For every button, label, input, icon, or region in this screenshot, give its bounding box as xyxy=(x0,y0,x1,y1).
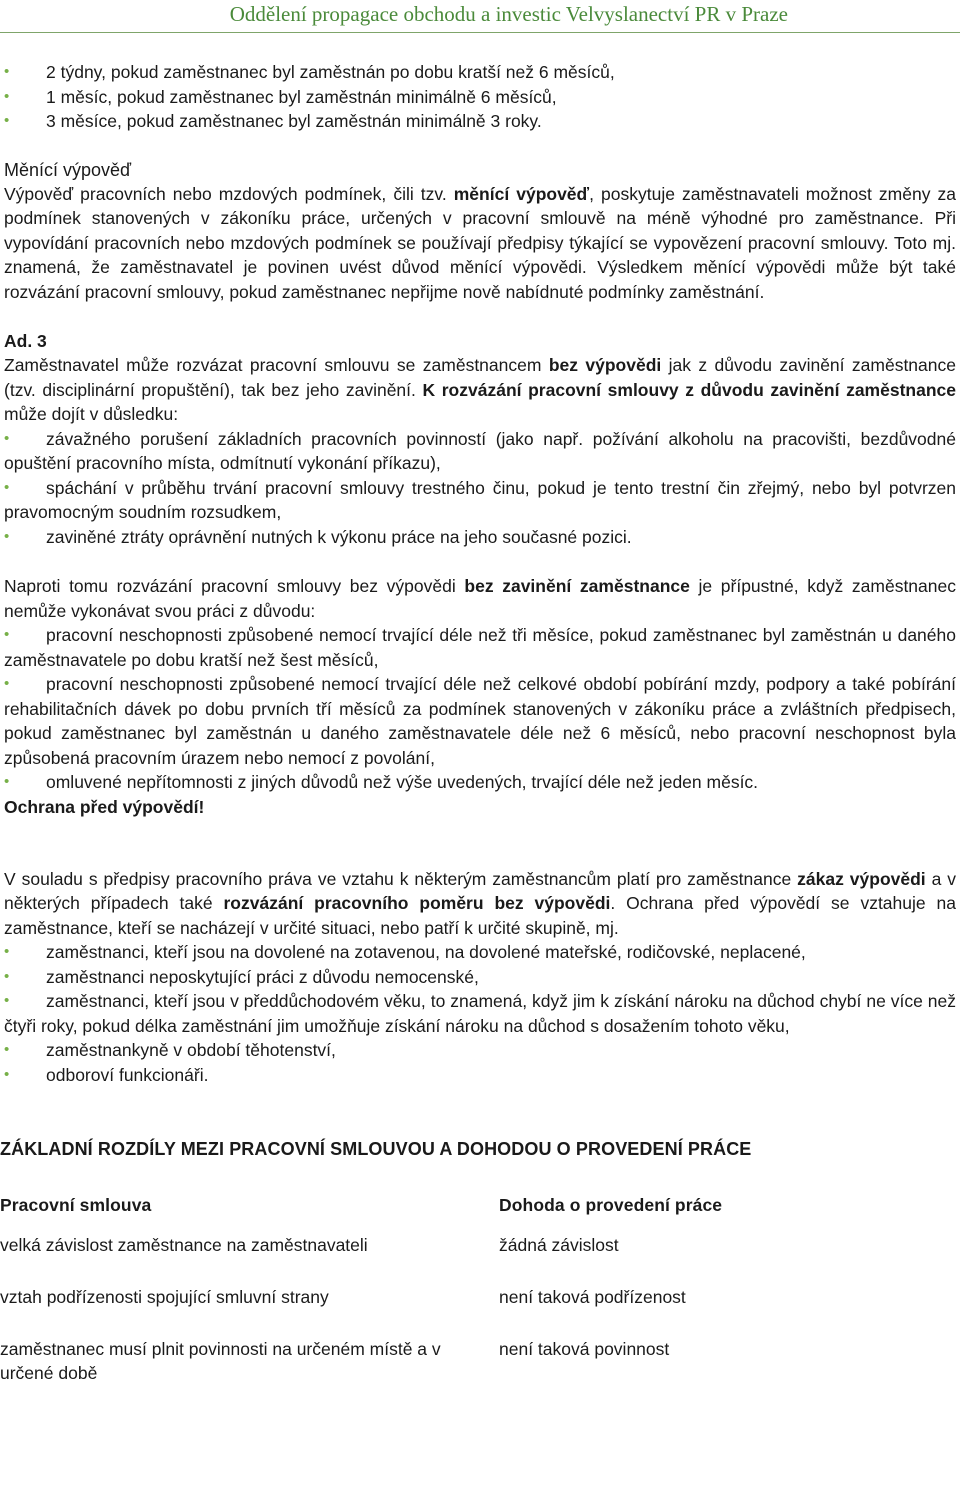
left-column-head: Pracovní smlouva xyxy=(0,1195,152,1215)
bullet-icon: • xyxy=(4,478,10,496)
right-cell: není taková podřízenost xyxy=(499,1287,686,1307)
bullet-icon: • xyxy=(4,87,10,105)
bullet-icon: • xyxy=(4,1065,10,1083)
bullet-icon: • xyxy=(4,429,10,447)
list-item: • zaměstnanci neposkytující práci z důvodu nemocenské, xyxy=(4,965,956,990)
list-item: • zaměstnanci, kteří jsou na dovolené na zotavenou, na dovolené mateřské, rodičovské, neplacené, xyxy=(4,940,956,965)
bullet-icon: • xyxy=(4,675,10,692)
naproti-paragraph: Naproti tomu rozvázání pracovní smlouvy bez výpovědi bez zavinění zaměstnance je přípustné, když zaměstnanec nemůže vykonávat svou práci z důvodu: xyxy=(4,576,956,621)
section-heading-menici: Měnící výpověď xyxy=(4,159,132,180)
section-heading-ad3: Ad. 3 xyxy=(4,331,47,351)
list-item: • 1 měsíc, pokud zaměstnanec byl zaměstnán minimálně 6 měsíců, xyxy=(4,85,956,110)
left-cell: zaměstnanec musí plnit povinnosti na určeném místě a v určené době xyxy=(0,1339,441,1383)
comparison-header-row xyxy=(0,1193,956,1233)
document-body xyxy=(0,60,957,1389)
table-row xyxy=(0,1233,956,1285)
ad3-bullet-list xyxy=(4,427,956,550)
header-title: Oddělení propagace obchodu a investic Velvyslanectví PR v Praze xyxy=(229,2,788,26)
list-item: • 3 měsíce, pokud zaměstnanec byl zaměstnán minimálně 3 roky. xyxy=(4,109,956,134)
bullet-icon: • xyxy=(4,992,10,1009)
comparison-title: ZÁKLADNÍ ROZDÍLY MEZI PRACOVNÍ SMLOUVOU A DOHODOU O PROVEDENÍ PRÁCE xyxy=(0,1139,752,1159)
right-cell: žádná závislost xyxy=(499,1235,619,1255)
right-cell: není taková povinnost xyxy=(499,1339,670,1359)
bullet-icon: • xyxy=(4,967,10,985)
list-item: • zaměstnanci, kteří jsou v předdůchodovém věku, to znamená, když jim k získání nároku na důchod chybí ne více než čtyři roky, pokud délka zaměstnání jim umožňuje získání nároku na důchod s dosažením tohoto věku, xyxy=(4,991,956,1036)
left-cell: velká závislost zaměstnance na zaměstnavateli xyxy=(0,1235,368,1255)
list-item: • odboroví funkcionáři. xyxy=(4,1063,956,1088)
bullet-icon: • xyxy=(4,112,10,129)
bullet-icon: • xyxy=(4,63,10,80)
page-header xyxy=(0,0,960,33)
ad3-paragraph: Zaměstnavatel může rozvázat pracovní smlouvu se zaměstnancem bez výpovědi jak z důvodu zavinění zaměstnance (tzv. disciplinární propuštění), tak bez jeho zavinění. K rozvázání pracovní smlouvy z důvodu zavinění zaměstnance může dojít v důsledku: xyxy=(4,355,956,424)
table-row xyxy=(0,1337,956,1389)
section-heading-ochrana: Ochrana před výpovědí! xyxy=(4,796,205,817)
right-column-head: Dohoda o provedení práce xyxy=(499,1195,723,1215)
bullet-icon: • xyxy=(4,773,10,790)
bullet-icon: • xyxy=(4,943,10,960)
list-item: • omluvené nepřítomnosti z jiných důvodů než výše uvedených, trvající déle než jeden měsíc. xyxy=(4,770,956,795)
list-item: • pracovní neschopnosti způsobené nemocí trvající déle než celkové období pobírání mzdy, podpory a také pobírání rehabilitačních dávek po dobu prvních tří měsíců za podmínek stanovených v zákoníku práce a zvláštních předpisech, pokud zaměstnanec byl zaměstnán u daného zaměstnavatele déle než 6 měsíců, nebo pracovní neschopnost byla způsobená pracovním úrazem nebo nemocí z povolání, xyxy=(4,674,956,768)
list-item: • 2 týdny, pokud zaměstnanec byl zaměstnán po dobu kratší než 6 měsíců, xyxy=(4,60,956,85)
list-item: • zaviněné ztráty oprávnění nutných k výkonu práce na jeho současné pozici. xyxy=(4,525,956,550)
ochrana-bullet-list xyxy=(4,940,956,1087)
left-cell: vztah podřízenosti spojující smluvní strany xyxy=(0,1287,329,1307)
bullet-icon: • xyxy=(4,1041,10,1058)
list-item: • zaměstnankyně v období těhotenství, xyxy=(4,1038,956,1063)
bullet-icon: • xyxy=(4,626,10,643)
naproti-bullet-list xyxy=(4,623,956,795)
list-item: • pracovní neschopnosti způsobené nemocí trvající déle než tři měsíce, pokud zaměstnanec byl zaměstnán u daného zaměstnavatele po dobu kratší než šest měsíců, xyxy=(4,625,956,670)
ochrana-paragraph: V souladu s předpisy pracovního práva ve vztahu k některým zaměstnancům platí pro zaměstnance zákaz výpovědi a v některých případech také rozvázání pracovního poměru bez výpovědi. Ochrana před výpovědí se vztahuje na zaměstnance, kteří se nacházejí v určité situaci, nebo patří k určité skupině, mj. xyxy=(4,868,957,938)
list-item: • závažného porušení základních pracovních povinností (jako např. požívání alkoholu na pracovišti, bezdůvodné opuštění pracovního místa, odmítnutí vykonání příkazu), xyxy=(4,428,956,473)
table-row xyxy=(0,1285,956,1337)
list-item: • spáchání v průběhu trvání pracovní smlouvy trestného činu, pokud je tento trestní čin zřejmý, nebo byl potvrzen pravomocným soudním rozsudkem, xyxy=(4,477,956,522)
bullet-icon: • xyxy=(4,527,10,545)
intro-bullet-list xyxy=(4,60,956,134)
menici-paragraph: Výpověď pracovních nebo mzdových podmínek, čili tzv. měnící výpověď, poskytuje zaměstnavateli možnost změny za podmínek stanovených v zákoníku práce, určených v pracovní smlouvě na méně výhodné pro zaměstnance. Při vypovídání pracovních nebo mzdových podmínek se používají předpisy týkající se vypovězení pracovní smlouvy. Toto mj. znamená, že zaměstnavatel je povinen uvést důvod měnící výpovědi. Výsledkem měnící výpovědi může být také rozvázání pracovní smlouvy, pokud zaměstnanec nepřijme nově nabídnuté podmínky zaměstnání. xyxy=(4,183,956,302)
